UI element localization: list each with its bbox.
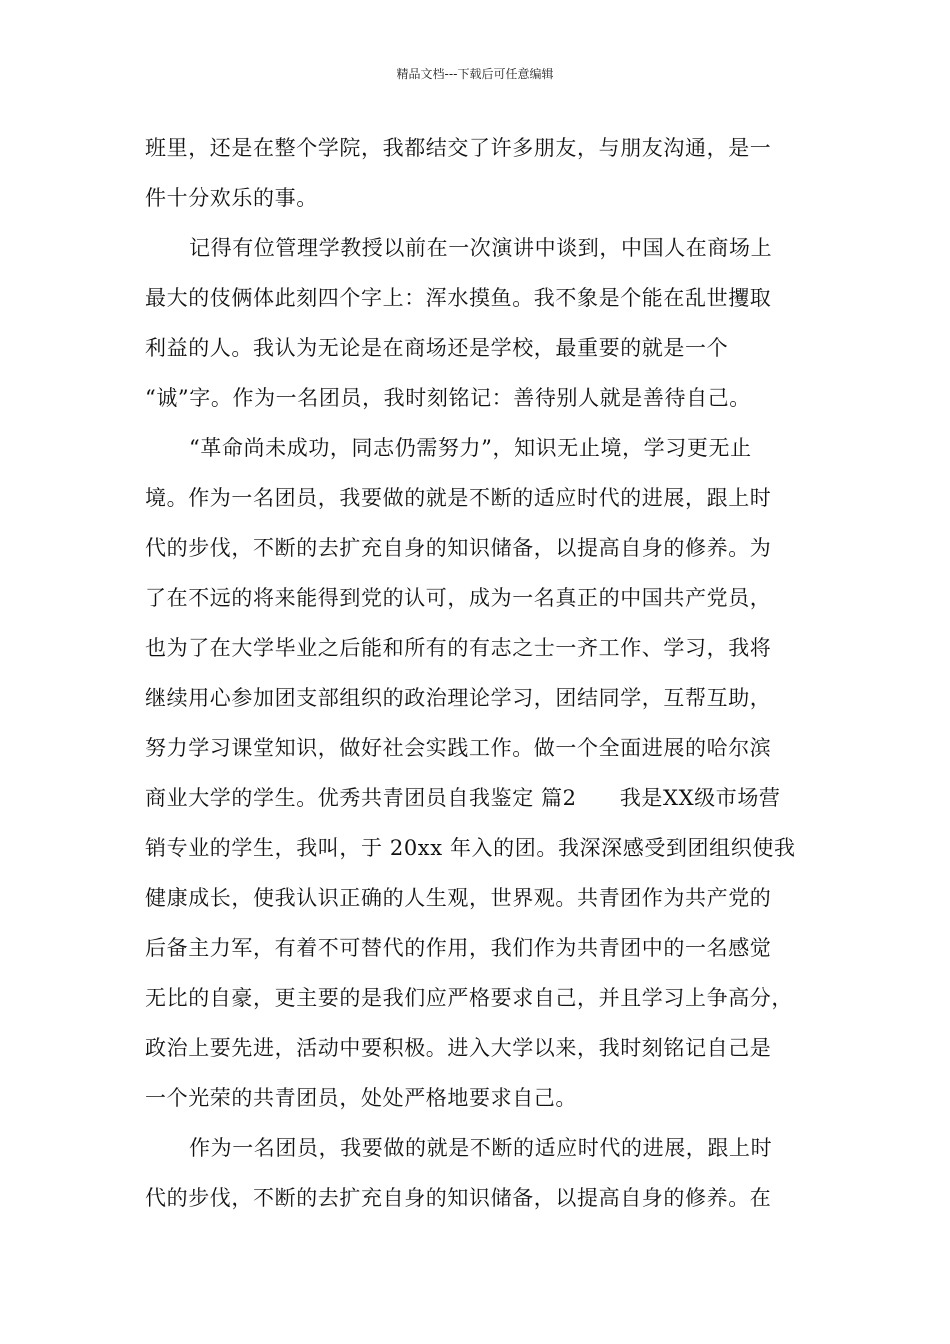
text-line: 代的步伐，不断的去扩充自身的知识储备，以提高自身的修养。在 <box>145 1186 772 1210</box>
text-line: 也为了在大学毕业之后能和所有的有志之士一齐工作、学习，我将 <box>145 636 772 660</box>
text-line: 继续用心参加团支部组织的政治理论学习，团结同学，互帮互助， <box>145 686 772 710</box>
text-line: 销专业的学生，我叫，于 20xx 年入的团。我深深感受到团组织使我 <box>145 836 796 860</box>
text-line: 后备主力军，有着不可替代的作用，我们作为共青团中的一名感觉 <box>145 936 772 960</box>
text-line: 政治上要先进，活动中要积极。进入大学以来，我时刻铭记自己是 <box>145 1036 772 1060</box>
text-line: 了在不远的将来能得到党的认可，成为一名真正的中国共产党员， <box>145 586 772 610</box>
text-line: 件十分欢乐的事。 <box>145 186 318 210</box>
text-line: 最大的伎俩体此刻四个字上：浑水摸鱼。我不象是个能在乱世攫取 <box>145 286 772 310</box>
page-header: 精品文档---下载后可任意编辑 <box>396 67 554 81</box>
text-line: 境。作为一名团员，我要做的就是不断的适应时代的进展，跟上时 <box>145 486 772 510</box>
text-line: 商业大学的学生。优秀共青团员自我鉴定 篇2 我是XX级市场营 <box>145 786 781 810</box>
text-line: 健康成长，使我认识正确的人生观，世界观。共青团作为共产党的 <box>145 886 772 910</box>
text-line: 记得有位管理学教授以前在一次演讲中谈到，中国人在商场上 <box>189 236 773 260</box>
text-line: 努力学习课堂知识，做好社会实践工作。做一个全面进展的哈尔滨 <box>145 736 772 760</box>
text-line: 班里，还是在整个学院，我都结交了许多朋友，与朋友沟通，是一 <box>145 136 772 160</box>
text-line: 一个光荣的共青团员，处处严格地要求自己。 <box>145 1086 577 1110</box>
text-line: “诚”字。作为一名团员，我时刻铭记：善待别人就是善待自己。 <box>145 386 751 410</box>
text-line: “革命尚未成功，同志仍需努力”，知识无止境，学习更无止 <box>189 436 752 460</box>
text-line: 作为一名团员，我要做的就是不断的适应时代的进展，跟上时 <box>189 1136 773 1160</box>
text-line: 无比的自豪，更主要的是我们应严格要求自己，并且学习上争高分， <box>145 986 793 1010</box>
text-line: 代的步伐，不断的去扩充自身的知识储备，以提高自身的修养。为 <box>145 536 772 560</box>
text-line: 利益的人。我认为无论是在商场还是学校，最重要的就是一个 <box>145 336 729 360</box>
